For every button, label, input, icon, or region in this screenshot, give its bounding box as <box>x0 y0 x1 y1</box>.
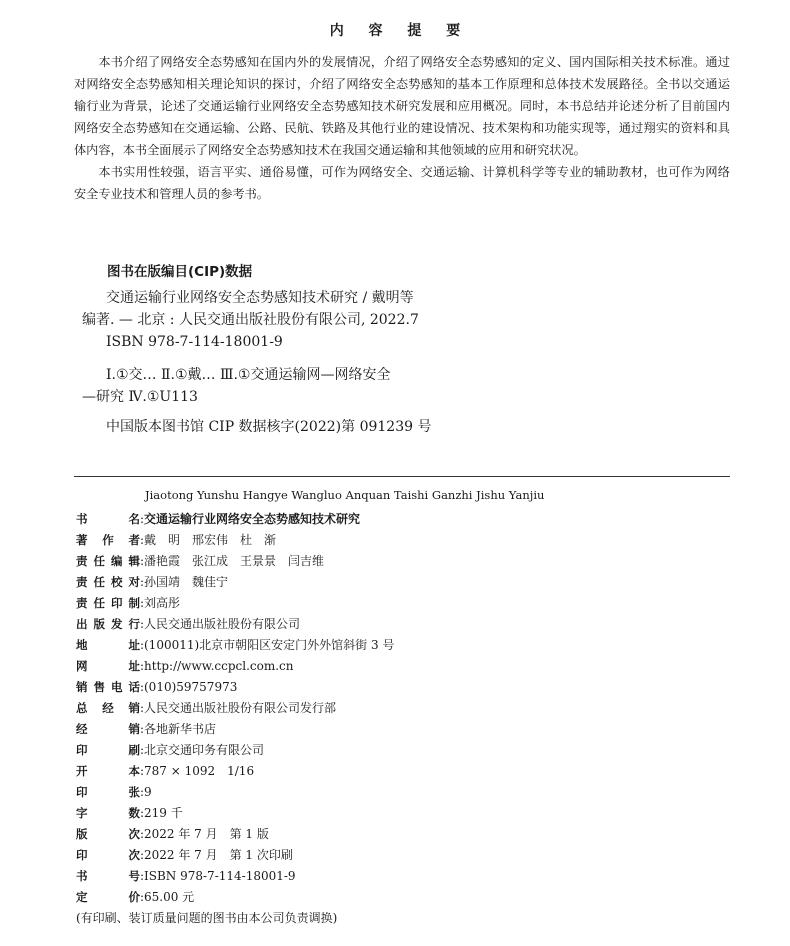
detail-row-phone: 销售电话 : (010)59757973 <box>76 677 394 698</box>
detail-row-format: 开本 : 787 × 1092 1/16 <box>76 761 394 782</box>
detail-label: 责任校对 <box>76 575 140 589</box>
publication-details <box>76 509 394 908</box>
detail-value: 北京交通印务有限公司 <box>144 743 265 757</box>
detail-row-distributor: 经销 : 各地新华书店 <box>76 719 394 740</box>
detail-value: ISBN 978-7-114-18001-9 <box>144 869 296 883</box>
detail-value: 潘艳霞 张江成 王景景 闫吉维 <box>144 554 325 568</box>
detail-value: 2022 年 7 月 第 1 版 <box>144 827 269 841</box>
detail-label: 著作者 <box>76 533 140 547</box>
detail-label: 出版发行 <box>76 617 140 631</box>
detail-value: 2022 年 7 月 第 1 次印刷 <box>144 848 293 862</box>
detail-row-address: 地址 : (100011)北京市朝阳区安定门外外馆斜街 3 号 <box>76 635 394 656</box>
detail-row-title: 书名 : 交通运输行业网络安全态势感知技术研究 <box>76 509 394 530</box>
cip-entry <box>82 287 502 353</box>
quality-footnote: (有印刷、装订质量问题的图书由本公司负责调换) <box>76 911 338 925</box>
detail-row-price: 定价 : 65.00 元 <box>76 887 394 908</box>
cip-class-line-1: Ⅰ.①交… Ⅱ.①戴… Ⅲ.①交通运输网—网络安全 <box>106 367 391 383</box>
cip-entry-line-1: 交通运输行业网络安全态势感知技术研究 / 戴明等 <box>106 290 414 306</box>
detail-label: 销售电话 <box>76 680 140 694</box>
cip-number: 中国版本图书馆 CIP 数据核字(2022)第 091239 号 <box>106 419 432 435</box>
detail-label: 开本 <box>76 764 140 778</box>
detail-row-proofreaders: 责任校对 : 孙国靖 魏佳宁 <box>76 572 394 593</box>
detail-label: 经销 <box>76 722 140 736</box>
detail-label: 字数 <box>76 806 140 820</box>
detail-row-edition: 版次 : 2022 年 7 月 第 1 版 <box>76 824 394 845</box>
detail-label: 网址 <box>76 659 140 673</box>
cip-heading: 图书在版编目(CIP)数据 <box>107 264 253 280</box>
detail-value: 787 × 1092 1/16 <box>144 764 255 778</box>
detail-value: 交通运输行业网络安全态势感知技术研究 <box>144 512 361 526</box>
detail-label: 总经销 <box>76 701 140 715</box>
detail-label: 责任编辑 <box>76 554 140 568</box>
detail-row-authors: 著作者 : 戴 明 邢宏伟 杜 渐 <box>76 530 394 551</box>
detail-value: http://www.ccpcl.com.cn <box>144 659 294 673</box>
summary-paragraph-2: 本书实用性较强，语言平实、通俗易懂，可作为网络安全、交通运输、计算机科学等专业的辅助教材，也可作为网络安全专业技术和管理人员的参考书。 <box>74 165 730 201</box>
cip-classification <box>82 364 502 408</box>
divider <box>74 476 730 477</box>
detail-row-word-count: 字数 : 219 千 <box>76 803 394 824</box>
detail-row-editors: 责任编辑 : 潘艳霞 张江成 王景景 闫吉维 <box>76 551 394 572</box>
detail-label: 书名 <box>76 512 140 526</box>
cip-class-line-2: —研究 Ⅳ.①U113 <box>82 389 198 405</box>
detail-value: 219 千 <box>144 806 183 820</box>
detail-value: (100011)北京市朝阳区安定门外外馆斜街 3 号 <box>144 638 395 652</box>
detail-label: 地址 <box>76 638 140 652</box>
pinyin-title: Jiaotong Yunshu Hangye Wangluo Anquan Taishi Ganzhi Jishu Yanjiu <box>145 488 545 502</box>
detail-row-printer: 印刷 : 北京交通印务有限公司 <box>76 740 394 761</box>
detail-value: 孙国靖 魏佳宁 <box>144 575 229 589</box>
detail-value: 人民交通出版社股份有限公司发行部 <box>144 701 337 715</box>
detail-row-general-distributor: 总经销 : 人民交通出版社股份有限公司发行部 <box>76 698 394 719</box>
detail-row-printing: 印次 : 2022 年 7 月 第 1 次印刷 <box>76 845 394 866</box>
summary-paragraph-1: 本书介绍了网络安全态势感知在国内外的发展情况，介绍了网络安全态势感知的定义、国内国际相关技术标准。通过对网络安全态势感知相关理论知识的探讨，介绍了网络安全态势感知的基本工作原理和总体技术发展路径。全书以交通运输行业为背景，论述了交通运输行业网络安全态势感知技术研究发展和应用概况。同时，本书总结并论述分析了目前国内网络安全态势感知在交通运输、公路、民航、铁路及其他行业的建设情况、技术架构和功能实现等，通过翔实的资料和具体内容，本书全面展示了网络安全态势感知技术在我国交通运输和其他领域的应用和研究状况。 <box>74 55 730 157</box>
detail-label: 定价 <box>76 890 140 904</box>
detail-label: 印次 <box>76 848 140 862</box>
detail-row-isbn: 书号 : ISBN 978-7-114-18001-9 <box>76 866 394 887</box>
detail-value: 刘高彤 <box>144 596 181 610</box>
detail-label: 印刷 <box>76 743 140 757</box>
detail-label: 版次 <box>76 827 140 841</box>
cip-entry-line-2: 编著. — 北京 : 人民交通出版社股份有限公司, 2022.7 <box>82 312 419 328</box>
detail-label: 印张 <box>76 785 140 799</box>
detail-row-print-manager: 责任印制 : 刘高彤 <box>76 593 394 614</box>
detail-label: 责任印制 <box>76 596 140 610</box>
detail-value: (010)59757973 <box>144 680 238 694</box>
detail-row-website: 网址 : http://www.ccpcl.com.cn <box>76 656 394 677</box>
detail-row-publisher: 出版发行 : 人民交通出版社股份有限公司 <box>76 614 394 635</box>
detail-value: 各地新华书店 <box>144 722 217 736</box>
detail-value: 戴 明 邢宏伟 杜 渐 <box>144 533 277 547</box>
detail-row-sheets: 印张 : 9 <box>76 782 394 803</box>
detail-value: 65.00 元 <box>144 890 195 904</box>
detail-value: 9 <box>144 785 152 799</box>
detail-label: 书号 <box>76 869 140 883</box>
summary-body <box>74 51 730 205</box>
summary-title: 内 容 提 要 <box>329 23 471 39</box>
detail-value: 人民交通出版社股份有限公司 <box>144 617 301 631</box>
cip-isbn: ISBN 978-7-114-18001-9 <box>106 334 283 350</box>
